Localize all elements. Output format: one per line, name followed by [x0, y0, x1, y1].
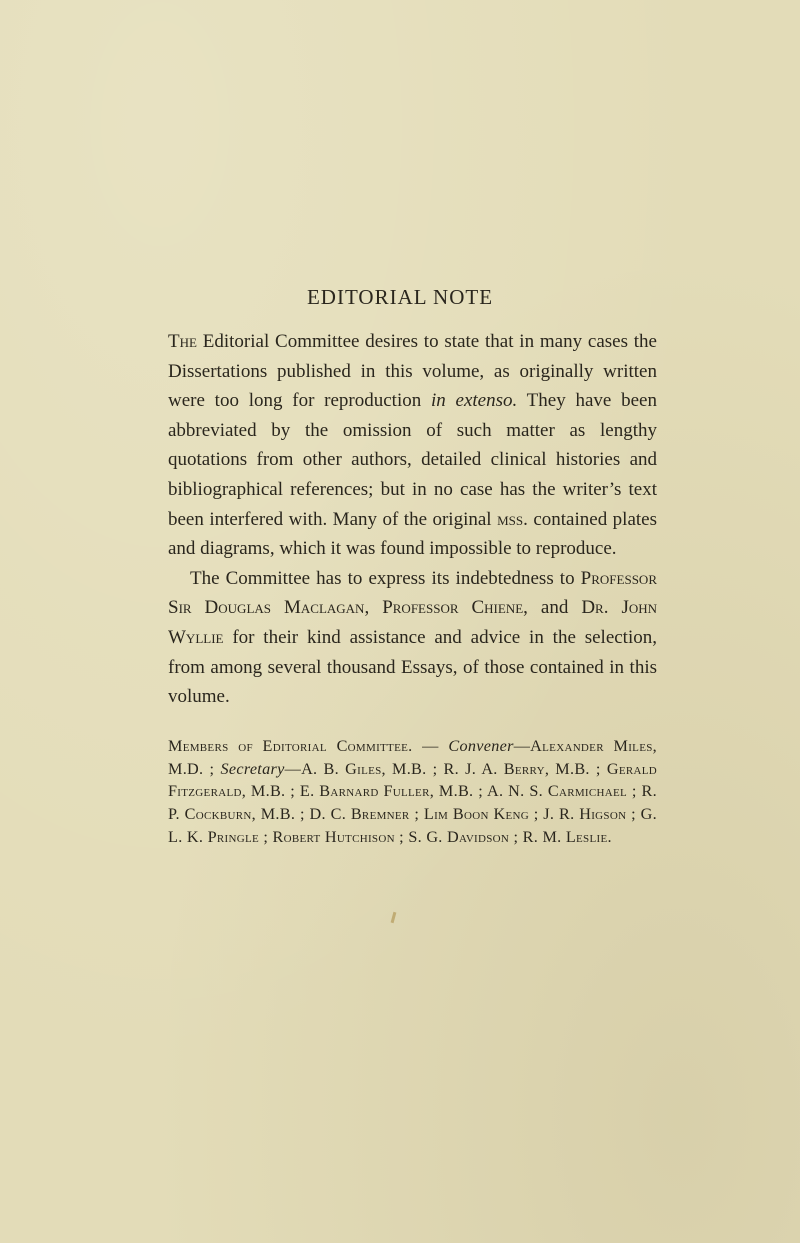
paragraph-1-text-a: Editorial Committee desires to state that in many cases the Dissertations published in this volume, as originally written were too long for reproduction — [168, 331, 657, 412]
members-label: Members of Editorial Committee. — — [168, 737, 449, 755]
body-text — [168, 327, 657, 712]
members-list: —A. B. Giles, M.B. ; R. J. A. Berry, M.B. ; Gerald Fitzgerald, M.B. ; E. Barnard Fuller, M.B. ; A. N. S. Carmichael ; R. P. Cockburn, M.B. ; D. C. Bremner ; Lim Boon Keng ; J. R. Higson ; G. L. K. Pringle ; Robert Hutchison ; S. G. Davidson ; R. M. Leslie. — [168, 759, 658, 846]
paragraph-2 — [168, 564, 657, 712]
paragraph-1-italic: in extenso. — [431, 390, 518, 412]
committee-members — [168, 735, 657, 849]
paragraph-1-text-c: contained plates and diagrams, which it was found impossible to reproduce. — [168, 508, 657, 560]
secretary-label: Secretary — [220, 759, 285, 778]
paragraph-lead-word: The — [168, 331, 197, 352]
convener-label: Convener — [448, 737, 514, 755]
paragraph-2-sep-2: , and — [523, 597, 582, 619]
paragraph-2-text-a: The Committee has to express its indebtedness to — [190, 567, 581, 589]
paragraph-1-text-b: They have been abbreviated by the omission of such matter as lengthy quotations from other authors, detailed clinical histories and bibliographical references; but in no case has the writer’s text been interfered with. Many of the original — [168, 390, 657, 530]
paragraph-1 — [168, 327, 657, 564]
name-maclagan: Professor Sir Douglas Maclagan — [168, 567, 657, 619]
ink-mark — [391, 912, 397, 923]
page-title: EDITORIAL NOTE — [306, 285, 494, 309]
paragraph-2-text-b: for their kind assistance and advice in the selection, from among several thousand Essays, of those contained in this volume. — [168, 626, 657, 708]
convener-name: —Alexander Miles, M.D. ; — [168, 737, 657, 778]
paragraph-2-sep-1: , — [364, 597, 383, 619]
name-chiene: Professor Chiene — [382, 597, 524, 619]
name-wyllie: Dr. John Wyllie — [168, 597, 658, 648]
mss-abbrev: mss. — [497, 508, 528, 530]
